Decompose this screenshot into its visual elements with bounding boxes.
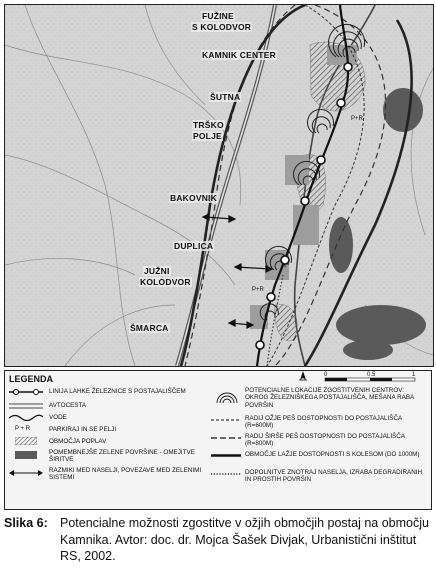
svg-text:P+R: P+R xyxy=(351,116,363,122)
long-dashed-line-icon xyxy=(211,436,241,440)
place-bakovnik: BAKOVNIK xyxy=(170,193,217,203)
legend xyxy=(4,370,432,510)
legend-item-links: RAZMIKI MED NASELJI, POVEZAVE MED ZELENIMI SISTEMI xyxy=(9,467,209,483)
scale-label-half: 0.5 xyxy=(367,372,376,378)
north-arrow-icon xyxy=(297,371,309,381)
legend-item-water: VODE xyxy=(9,413,209,423)
legend-item-centers: POTENCIALNE LOKACIJE ZGOSTITVENIH CENTROV: OKROG ŽELEZNIŠKEGA POSTAJALIŠČA, MEŠANA RABA POVRŠIN xyxy=(211,387,429,411)
place-smarca: ŠMARCA xyxy=(130,323,169,333)
rail-line-with-stations-icon xyxy=(9,388,43,396)
double-arrow-icon xyxy=(9,469,43,477)
pr-symbol: P + R xyxy=(15,426,31,432)
legend-item-wide-radius: RADIJ ŠIRŠE PEŠ DOSTOPNOSTI DO POSTAJALIŠČA (R=800M) xyxy=(211,433,429,449)
legend-title: LEGENDA xyxy=(9,374,54,384)
scale-label-0: 0 xyxy=(324,372,328,378)
thick-solid-line-icon xyxy=(211,453,241,458)
legend-item-bike: OBMOČJE LAŽJE DOSTOPNOSTI S KOLESOM (DO 1000M) xyxy=(211,451,429,467)
place-kolodvor-top: S KOLODVOR xyxy=(192,22,252,32)
legend-item-rail: LINIJA LAHKE ŽELEZNICE S POSTAJALIŠČEM xyxy=(9,387,209,397)
map-area xyxy=(4,4,434,367)
legend-item-highway: AVTOCESTA xyxy=(9,401,209,411)
legend-item-infill: DOPOLNITVE ZNOTRAJ NASELJA, IZRABA DEGRADIRANIH IN PROSTIH POVRŠIN xyxy=(211,469,429,485)
place-duplica: DUPLICA xyxy=(174,241,214,251)
place-kolodvor-bottom: KOLODVOR xyxy=(140,277,191,287)
concentric-arcs-icon xyxy=(215,389,239,407)
place-sutna: ŠUTNA xyxy=(210,92,241,102)
legend-item-green: POMEMBNEJŠE ZELENE POVRŠINE - OMEJITVE ŠIRITVE xyxy=(9,449,209,465)
place-trsko: TRŠKO xyxy=(193,120,224,130)
legend-item-flood: OBMOČJA POPLAV xyxy=(9,437,209,447)
hatched-flood-area-icon xyxy=(15,437,37,445)
scale-label-1: 1 xyxy=(412,372,416,378)
wavy-water-line-icon xyxy=(9,413,43,422)
place-kamnik-center: KAMNIK CENTER xyxy=(202,50,276,60)
highway-double-line-icon xyxy=(9,402,43,410)
place-polje: POLJE xyxy=(193,131,222,141)
caption-label: Slika 6: xyxy=(4,516,48,530)
svg-text:P+R: P+R xyxy=(252,287,264,293)
scale-bar xyxy=(295,373,425,385)
legend-item-narrow-radius: RADIJ OŽJE PEŠ DOSTOPNOSTI DO POSTAJALIŠČA (R=600M) xyxy=(211,415,429,431)
dotted-line-icon xyxy=(211,472,241,476)
legend-item-pr: P + R PARKIRAJ IN SE PELJI xyxy=(15,426,117,433)
short-dashed-line-icon xyxy=(211,418,241,422)
caption-text: Potencialne možnosti zgostitve v ožjih območjih postaj na območju Kamnika. Avtor: doc. dr. Mojca Šašek Divjak, Urbanistični inštitut RS, 2002. xyxy=(60,516,429,563)
dark-green-area-icon xyxy=(15,451,37,459)
place-fuzine: FUŽINE xyxy=(202,11,234,21)
place-juzni: JUŽNI xyxy=(144,266,170,276)
